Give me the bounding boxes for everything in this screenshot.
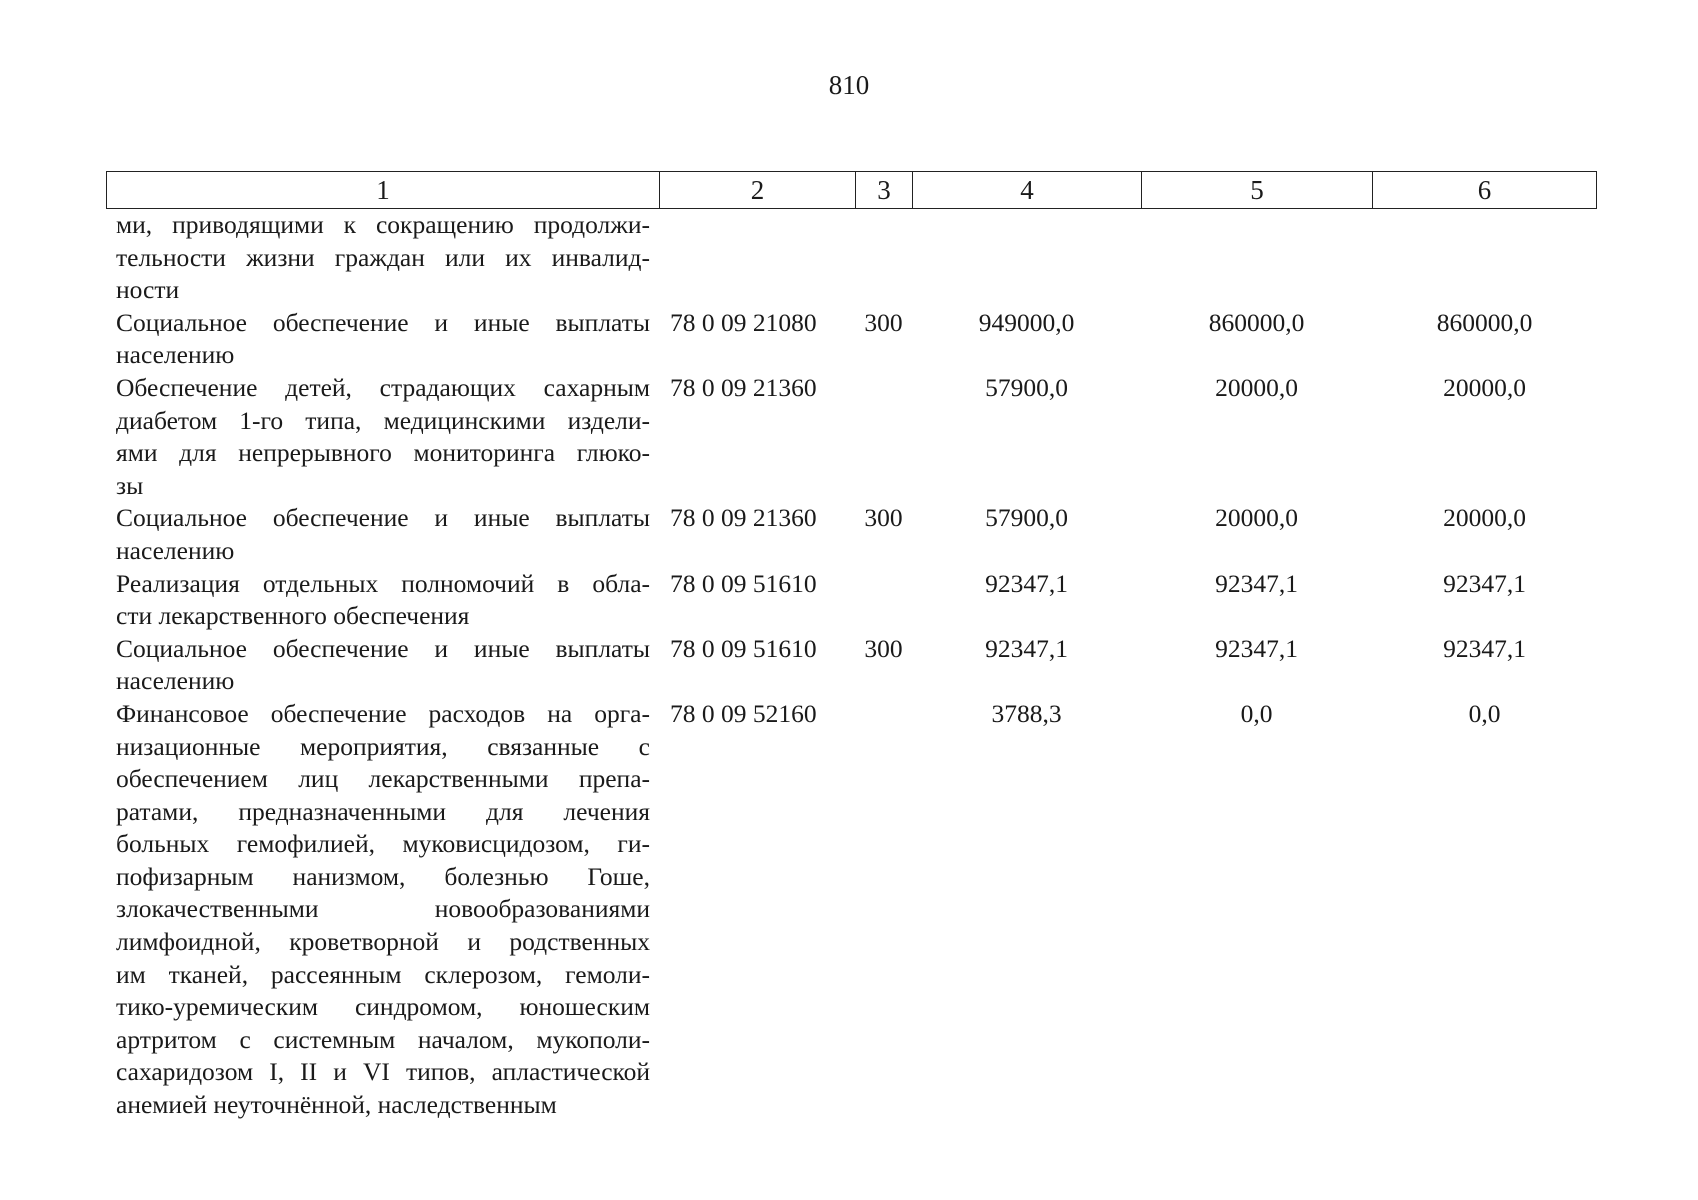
row-value-col6 xyxy=(1372,209,1597,307)
row-value-col6: 860000,0 xyxy=(1436,307,1533,337)
description-line: Социальное обеспечение и иные выплаты xyxy=(116,307,650,337)
description-line: населению xyxy=(116,535,235,565)
row-value-col4: 92347,1 xyxy=(985,633,1068,663)
row-value-col5: 0,0 xyxy=(1240,698,1273,728)
row-expense-type: 300 xyxy=(864,503,903,533)
table-row xyxy=(106,502,1597,567)
row-code: 78 0 09 21360 xyxy=(670,372,817,402)
description-line: населению xyxy=(116,666,235,696)
row-value-col5: 20000,0 xyxy=(1215,372,1298,402)
description-line: ности xyxy=(116,275,180,305)
description-line: им тканей, рассеянным склерозом, гемоли- xyxy=(116,959,650,989)
row-value-col6: 0,0 xyxy=(1468,698,1501,728)
description-line: анемией неуточнённой, наследственным xyxy=(116,1090,557,1120)
row-value-col4: 949000,0 xyxy=(978,307,1075,337)
header-col-1: 1 xyxy=(107,172,660,208)
row-description xyxy=(106,502,650,567)
description-line: населению xyxy=(116,340,235,370)
description-line: низационные мероприятия, связанные с xyxy=(116,731,650,761)
description-line: ми, приводящими к сокращению продолжи- xyxy=(116,210,650,239)
table-row xyxy=(106,209,1597,307)
table-row xyxy=(106,633,1597,698)
description-line: ратами, предназначенными для лечения xyxy=(116,796,650,826)
description-line: лимфоидной, кроветворной и родственных xyxy=(116,927,650,957)
header-col-4: 4 xyxy=(913,172,1142,208)
row-value-col4: 3788,3 xyxy=(991,698,1062,728)
description-line: злокачественными новообразованиями xyxy=(116,894,650,924)
row-value-col6: 20000,0 xyxy=(1443,503,1526,533)
row-value-col6: 20000,0 xyxy=(1443,372,1526,402)
row-value-col5: 92347,1 xyxy=(1215,568,1298,598)
table-body xyxy=(106,209,1597,1122)
row-value-col5: 20000,0 xyxy=(1215,503,1298,533)
description-line: сахаридозом I, II и VI типов, апластической xyxy=(116,1057,650,1087)
row-value-col6: 92347,1 xyxy=(1443,568,1526,598)
description-line: тельности жизни граждан или их инвалид- xyxy=(116,242,650,272)
row-value-col4 xyxy=(912,209,1141,307)
description-line: сти лекарственного обеспечения xyxy=(116,601,470,631)
row-value-col4: 57900,0 xyxy=(985,503,1068,533)
description-line: Реализация отдельных полномочий в обла- xyxy=(116,568,650,598)
row-value-col5 xyxy=(1141,209,1372,307)
description-line: обеспечением лиц лекарственными препа- xyxy=(116,764,650,794)
row-expense-type xyxy=(855,698,912,1122)
description-line: Социальное обеспечение и иные выплаты xyxy=(116,503,650,533)
header-col-2: 2 xyxy=(660,172,856,208)
row-value-col4: 57900,0 xyxy=(985,372,1068,402)
row-code: 78 0 09 52160 xyxy=(670,698,817,728)
description-line: Социальное обеспечение и иные выплаты xyxy=(116,633,650,663)
header-col-5: 5 xyxy=(1142,172,1373,208)
row-code: 78 0 09 21360 xyxy=(670,503,817,533)
row-expense-type xyxy=(855,209,912,307)
row-expense-type xyxy=(855,568,912,633)
table-header xyxy=(106,171,1597,209)
header-col-3: 3 xyxy=(856,172,913,208)
description-line: больных гемофилией, муковисцидозом, ги- xyxy=(116,829,650,859)
row-expense-type: 300 xyxy=(864,633,903,663)
row-code: 78 0 09 21080 xyxy=(670,307,817,337)
row-value-col5: 92347,1 xyxy=(1215,633,1298,663)
description-line: пофизарным нанизмом, болезнью Гоше, xyxy=(116,861,650,891)
row-expense-type: 300 xyxy=(864,307,903,337)
row-code: 78 0 09 51610 xyxy=(670,568,817,598)
row-description xyxy=(106,698,650,1122)
table-row xyxy=(106,698,1597,1122)
row-code: 78 0 09 51610 xyxy=(670,633,817,663)
header-col-6: 6 xyxy=(1477,175,1492,205)
description-line: Обеспечение детей, страдающих сахарным xyxy=(116,372,650,402)
description-line: артритом с системным началом, мукополи- xyxy=(116,1024,650,1054)
table-row xyxy=(106,372,1597,502)
description-line: диабетом 1-го типа, медицинскими издели- xyxy=(116,405,650,435)
row-value-col5: 860000,0 xyxy=(1208,307,1305,337)
row-description xyxy=(106,307,650,372)
row-expense-type xyxy=(855,372,912,502)
table-row xyxy=(106,568,1597,633)
row-description xyxy=(106,372,650,502)
row-description xyxy=(106,633,650,698)
row-description xyxy=(106,209,650,307)
row-code xyxy=(650,209,855,307)
description-line: Финансовое обеспечение расходов на орга- xyxy=(116,698,650,728)
row-value-col4: 92347,1 xyxy=(985,568,1068,598)
row-value-col6: 92347,1 xyxy=(1443,633,1526,663)
description-line: тико-уремическим синдромом, юношеским xyxy=(116,992,650,1022)
table-row xyxy=(106,307,1597,372)
page-number: 810 xyxy=(828,70,870,100)
description-line: зы xyxy=(116,470,144,500)
description-line: ями для непрерывного мониторинга глюко- xyxy=(116,438,650,468)
row-description xyxy=(106,568,650,633)
